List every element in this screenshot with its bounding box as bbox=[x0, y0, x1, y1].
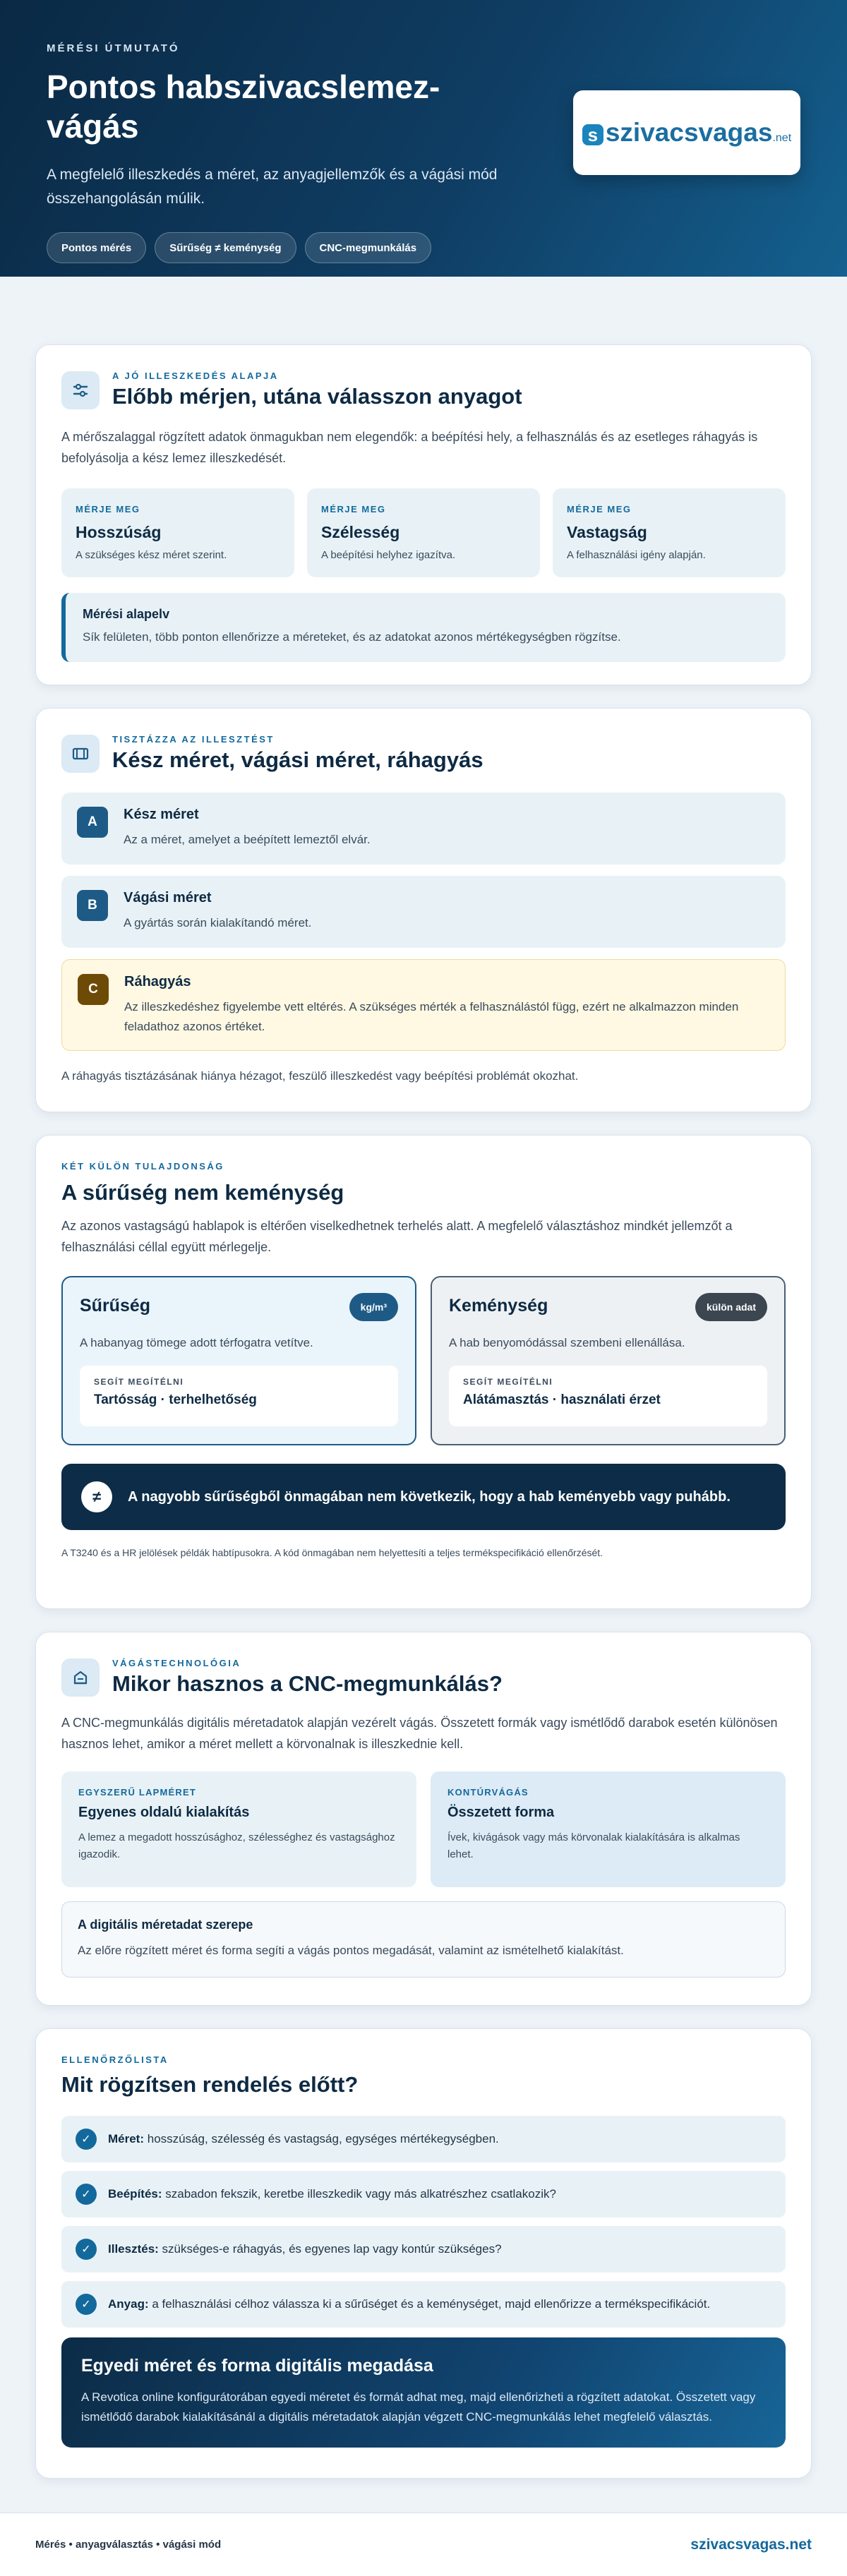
measure-desc: A szükséges kész méret szerint. bbox=[76, 549, 227, 561]
check-text: szabadon fekszik, keretbe illeszkedik vagy más alkatrészhez csatlakozik? bbox=[162, 2187, 556, 2201]
section-eyebrow: TISZTÁZZA AZ ILLESZTÉST bbox=[112, 734, 275, 745]
hero-subtitle: A megfelelő illeszkedés a méret, az anyagjellemzők és a vágási mód összehangolásán múlik. bbox=[47, 167, 498, 207]
help-value: Alátámasztás · használati érzet bbox=[463, 1392, 661, 1407]
section-eyebrow: A JÓ ILLESZKEDÉS ALAPJA bbox=[112, 371, 279, 381]
help-box bbox=[80, 1366, 398, 1426]
section-lead: A CNC-megmunkálás digitális méretadatok alapján vezérelt vágás. Összetett formák vagy ismétlődő darabok esetén különösen hasznos lehet, amikor a méret mellett a körvonalnak is illeszkednie kell. bbox=[61, 1716, 778, 1751]
principle-title: Mérési alapelv bbox=[83, 607, 170, 621]
logo-name: szivacsvagas bbox=[605, 118, 773, 147]
measure-title: Szélesség bbox=[321, 523, 400, 541]
configurator-cta[interactable] bbox=[61, 2337, 786, 2448]
principle-desc: Sík felületen, több ponton ellenőrizze a méreteket, és az adatokat azonos mértékegységben rögzítse. bbox=[83, 630, 621, 644]
logo-s-icon: s bbox=[582, 124, 603, 145]
section-lead: Az azonos vastagságú hablapok is eltérően viselkedhetnek terhelés alatt. A megfelelő választáshoz mindkét jellemzőt a felhasználási céllal együtt mérlegelje. bbox=[61, 1219, 733, 1254]
tag-density: Sűrűség ≠ keménység bbox=[155, 232, 296, 263]
cta-title: Egyedi méret és forma digitális megadása bbox=[81, 2356, 433, 2376]
box-kicker: KONTÚRVÁGÁS bbox=[447, 1787, 529, 1798]
item-title: Ráhagyás bbox=[124, 974, 191, 989]
help-label: SEGÍT MEGÍTÉLNI bbox=[94, 1377, 184, 1387]
box-title: Összetett forma bbox=[447, 1805, 555, 1820]
tag-measurement: Pontos mérés bbox=[47, 232, 146, 263]
check-text: a felhasználási célhoz válassza ki a sűrűséget és a keménységet, majd ellenőrizze a termékspecifikációt. bbox=[148, 2297, 711, 2311]
hero-header bbox=[0, 0, 847, 277]
measure-desc: A beépítési helyhez igazítva. bbox=[321, 549, 456, 561]
check-text: hosszúság, szélesség és vastagság, egységes mértékegységben. bbox=[144, 2132, 499, 2145]
list-item-cut-size bbox=[61, 876, 786, 948]
item-desc: Az a méret, amelyet a beépített lemeztől elvár. bbox=[124, 833, 371, 846]
hero-tags bbox=[47, 232, 800, 263]
unit-badge: kg/m³ bbox=[349, 1293, 398, 1321]
logo-tld: .net bbox=[772, 132, 792, 144]
measure-length bbox=[61, 488, 294, 577]
footer-site-link[interactable]: szivacsvagas.net bbox=[690, 2536, 812, 2553]
cta-desc: A Revotica online konfigurátorában egyedi méretet és formát adhat meg, majd ellenőrizheti a rögzített adatokat. Összetett vagy ismétlődő darabok kialakításánál a digitális méretadatok alapján végzett CNC-megmunkálás lehet megfelelő választás. bbox=[81, 2390, 756, 2424]
item-desc: Az illeszkedéshez figyelembe vett eltérés. A szükséges mérték a felhasználástól függ, ezért ne alkalmazzon minden feladathoz azonos értéket. bbox=[124, 1000, 739, 1033]
box-desc: Az előre rögzített méret és forma segíti a vágás pontos megadását, valamint az ismételhető kialakítást. bbox=[78, 1944, 624, 1957]
card-checklist bbox=[35, 2028, 812, 2479]
box-title: A digitális méretadat szerepe bbox=[78, 1918, 253, 1932]
contour-cut-box bbox=[431, 1771, 786, 1887]
item-title: Vágási méret bbox=[124, 890, 212, 905]
check-icon: ✓ bbox=[76, 2184, 97, 2205]
hero-eyebrow: MÉRÉSI ÚTMUTATÓ bbox=[47, 42, 180, 54]
footer-tagline: Mérés • anyagválasztás • vágási mód bbox=[35, 2539, 222, 2551]
section-title: A sűrűség nem keménység bbox=[61, 1180, 344, 1205]
measure-width bbox=[307, 488, 540, 577]
letter-badge: A bbox=[77, 807, 108, 838]
measure-title: Hosszúság bbox=[76, 523, 162, 541]
measure-desc: A felhasználási igény alapján. bbox=[567, 549, 706, 561]
machine-icon bbox=[61, 1659, 100, 1697]
simple-cut-box bbox=[61, 1771, 416, 1887]
check-label: Beépítés: bbox=[108, 2187, 162, 2201]
section-eyebrow: VÁGÁSTECHNOLÓGIA bbox=[112, 1658, 241, 1668]
box-kicker: EGYSZERŰ LAPMÉRET bbox=[78, 1787, 197, 1798]
frame-icon bbox=[61, 735, 100, 773]
checklist-item bbox=[61, 2171, 786, 2217]
item-desc: A gyártás során kialakítandó méret. bbox=[124, 916, 312, 929]
box-desc: Ívek, kivágások vagy más körvonalak kialakítására is alkalmas lehet. bbox=[447, 1831, 740, 1860]
help-box bbox=[449, 1366, 767, 1426]
check-label: Anyag: bbox=[108, 2297, 149, 2311]
section-title: Mikor hasznos a CNC-megmunkálás? bbox=[112, 1671, 503, 1696]
logo-wordmark bbox=[582, 118, 791, 148]
checklist-item bbox=[61, 2116, 786, 2162]
section-note: A ráhagyás tisztázásának hiánya hézagot, feszülő illeszkedést vagy beépítési problémát okozhat. bbox=[61, 1069, 579, 1083]
measure-thickness bbox=[553, 488, 786, 577]
check-icon: ✓ bbox=[76, 2129, 97, 2150]
list-item-allowance bbox=[61, 959, 786, 1051]
prop-desc: A habanyag tömege adott térfogatra vetítve. bbox=[80, 1336, 313, 1349]
check-label: Illesztés: bbox=[108, 2242, 159, 2256]
checklist-item bbox=[61, 2226, 786, 2273]
card-measure bbox=[35, 344, 812, 685]
letter-badge: C bbox=[78, 974, 109, 1005]
check-text: szükséges-e ráhagyás, és egyenes lap vagy kontúr szükséges? bbox=[158, 2242, 502, 2256]
letter-badge: B bbox=[77, 890, 108, 921]
prop-title: Sűrűség bbox=[80, 1296, 151, 1316]
measure-title: Vastagság bbox=[567, 523, 647, 541]
measurement-principle bbox=[61, 593, 786, 662]
tag-cnc: CNC-megmunkálás bbox=[305, 232, 432, 263]
page-footer bbox=[0, 2512, 847, 2576]
prop-desc: A hab benyomódással szembeni ellenállása. bbox=[449, 1336, 685, 1349]
card-sizes bbox=[35, 708, 812, 1112]
box-title: Egyenes oldalú kialakítás bbox=[78, 1805, 250, 1820]
section-title: Előbb mérjen, utána válasszon anyagot bbox=[112, 384, 522, 409]
section-title: Mit rögzítsen rendelés előtt? bbox=[61, 2072, 359, 2097]
measure-kicker: MÉRJE MEG bbox=[76, 504, 140, 514]
check-label: Méret: bbox=[108, 2132, 145, 2145]
banner-text: A nagyobb sűrűségből önmagában nem következik, hogy a hab keményebb vagy puhább. bbox=[128, 1488, 731, 1505]
section-title: Kész méret, vágási méret, ráhagyás bbox=[112, 747, 483, 772]
check-icon: ✓ bbox=[76, 2294, 97, 2315]
card-cnc bbox=[35, 1632, 812, 2006]
footnote: A T3240 és a HR jelölések példák habtípusokra. A kód önmagában nem helyettesíti a teljes termékspecifikáció ellenőrzését. bbox=[61, 1547, 603, 1558]
section-lead: A mérőszalaggal rögzített adatok önmagukban nem elegendők: a beépítési hely, a felhasználás és az esetleges ráhagyás is befolyásolja a kész lemez illeszkedését. bbox=[61, 430, 758, 465]
help-value: Tartósság · terhelhetőség bbox=[94, 1392, 257, 1407]
section-eyebrow: ELLENŐRZŐLISTA bbox=[61, 2054, 169, 2065]
prop-title: Keménység bbox=[449, 1296, 548, 1316]
separate-data-badge: külön adat bbox=[695, 1293, 767, 1321]
measure-kicker: MÉRJE MEG bbox=[321, 504, 386, 514]
card-density bbox=[35, 1135, 812, 1609]
sliders-icon bbox=[61, 371, 100, 409]
box-desc: A lemez a megadott hosszúsághoz, szélességhez és vastagsághoz igazodik. bbox=[78, 1831, 395, 1860]
list-item-final-size bbox=[61, 793, 786, 865]
page-title: Pontos habszivacslemez-vágás bbox=[47, 68, 440, 145]
checklist-item bbox=[61, 2281, 786, 2328]
help-label: SEGÍT MEGÍTÉLNI bbox=[463, 1377, 553, 1387]
main-content bbox=[0, 344, 847, 2479]
brand-logo[interactable] bbox=[573, 90, 800, 175]
measure-kicker: MÉRJE MEG bbox=[567, 504, 632, 514]
density-card bbox=[61, 1276, 416, 1445]
not-equal-icon: ≠ bbox=[81, 1481, 112, 1512]
key-message-banner bbox=[61, 1464, 786, 1530]
check-icon: ✓ bbox=[76, 2239, 97, 2260]
digital-data-box bbox=[61, 1901, 786, 1978]
hardness-card bbox=[431, 1276, 786, 1445]
item-title: Kész méret bbox=[124, 807, 199, 822]
section-eyebrow: KÉT KÜLÖN TULAJDONSÁG bbox=[61, 1161, 224, 1172]
